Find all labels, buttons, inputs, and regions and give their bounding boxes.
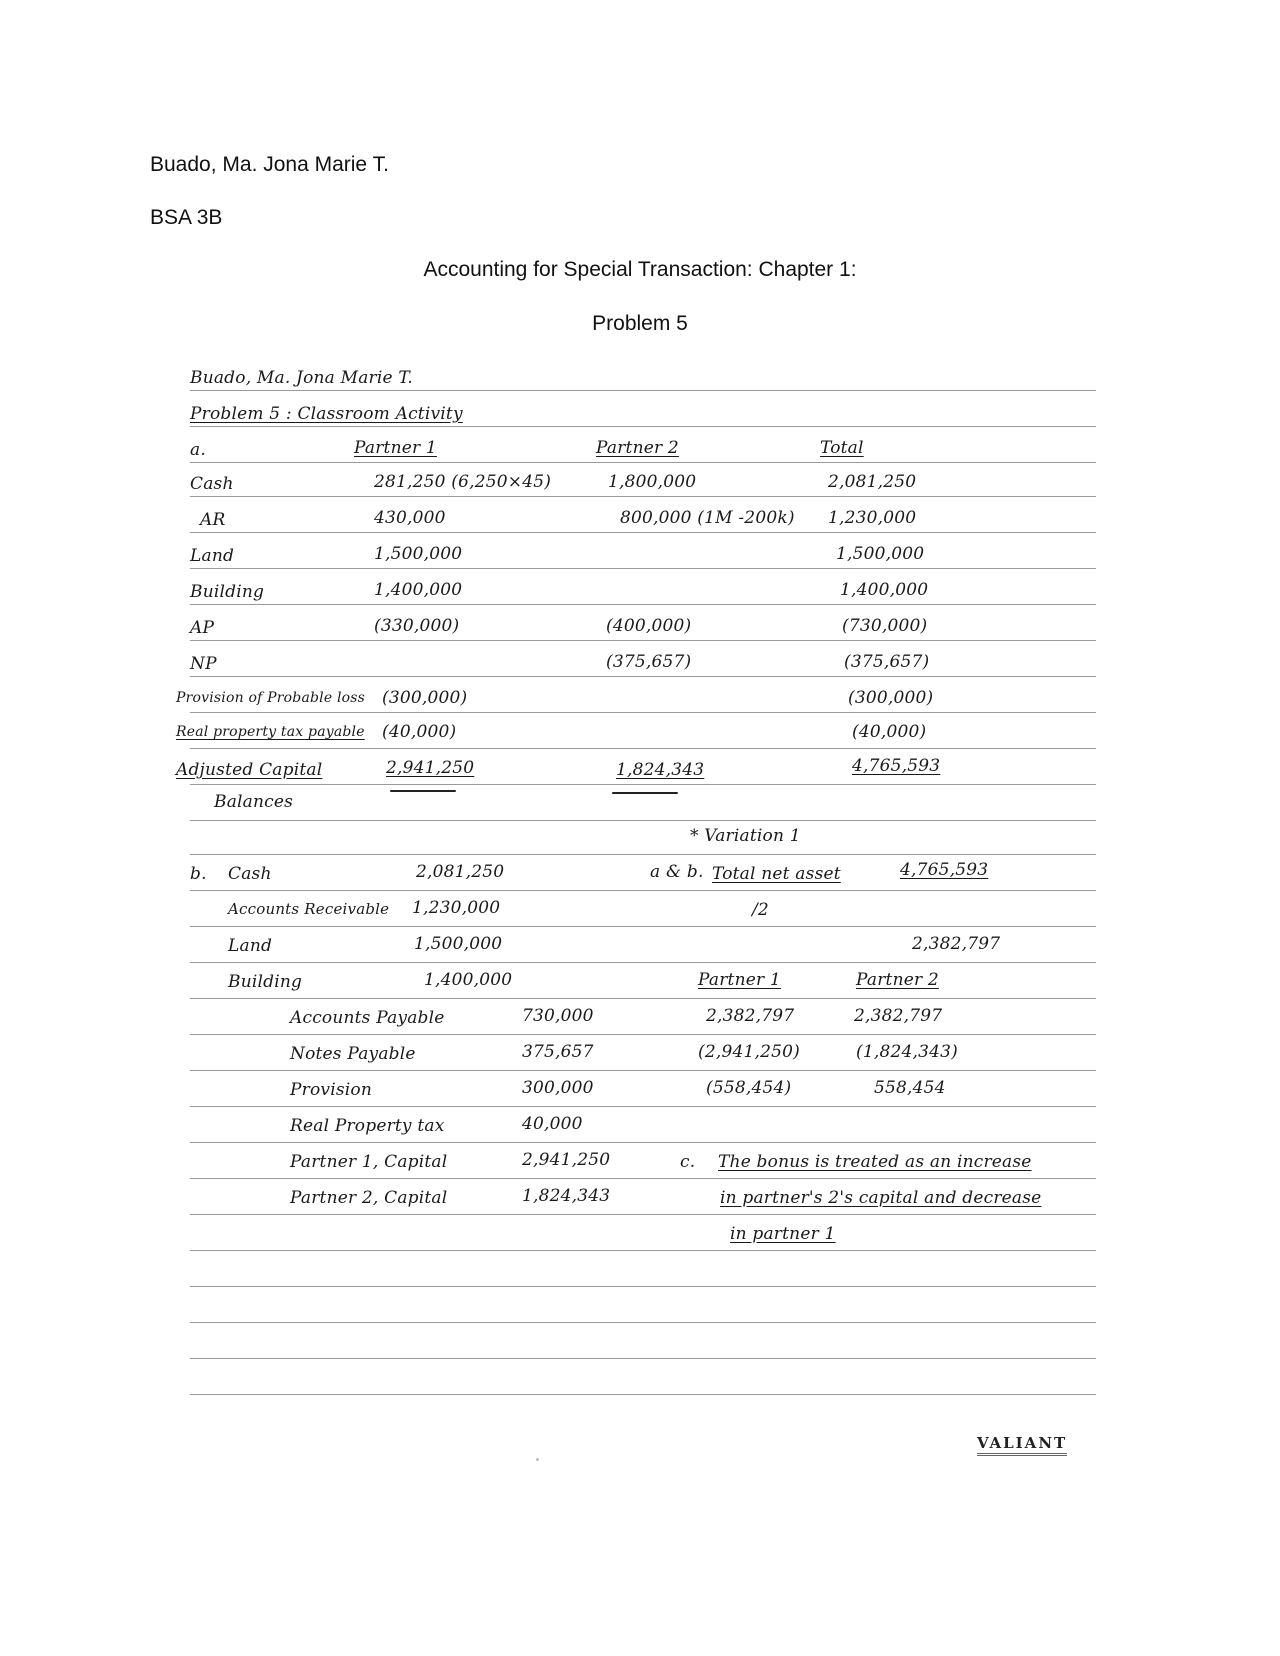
ruled-line [190, 962, 1096, 963]
entry-credit-amount: 375,657 [522, 1042, 594, 1062]
section-label: BSA 3B [150, 206, 223, 229]
valiant-logo: VALIANT [977, 1434, 1067, 1456]
row-label: Adjusted Capital [176, 760, 323, 780]
ruled-line [190, 604, 1096, 605]
row-total: (300,000) [848, 688, 934, 708]
entry-debit-label: Building [228, 972, 303, 992]
variation-label: a & b. [650, 862, 704, 882]
entry-credit-label: Partner 2, Capital [290, 1188, 448, 1208]
ruled-line [190, 1034, 1096, 1035]
col-partner-2: Partner 2 [596, 438, 679, 458]
row-partner-1: 2,941,250 [386, 758, 475, 778]
ruled-line [190, 854, 1096, 855]
variation-divisor: /2 [752, 900, 769, 920]
row-partner-1: (40,000) [382, 722, 457, 742]
part-c-line: in partner's 2's capital and decrease [720, 1188, 1042, 1208]
part-b-label: b. [190, 864, 207, 884]
entry-debit-label: Cash [228, 864, 272, 884]
ruled-line [190, 1142, 1096, 1143]
variation-total-value: 4,765,593 [900, 860, 989, 880]
variation-p1-share: 2,382,797 [706, 1006, 795, 1026]
double-underline [390, 790, 456, 792]
part-c-label: c. [680, 1152, 696, 1172]
entry-debit-amount: 1,400,000 [424, 970, 513, 990]
entry-credit-amount: 730,000 [522, 1006, 594, 1026]
ruled-line [190, 640, 1096, 641]
ruled-line [190, 1358, 1096, 1359]
variation-p1-capital: (2,941,250) [698, 1042, 800, 1062]
variation-half-value: 2,382,797 [912, 934, 1001, 954]
entry-credit-amount: 1,824,343 [522, 1186, 611, 1206]
scan-speck [536, 1458, 539, 1461]
row-label: Real property tax payable [176, 724, 365, 740]
document-title: Accounting for Special Transaction: Chapter 1: [423, 258, 857, 281]
ruled-line [190, 1106, 1096, 1107]
row-label: Provision of Probable loss [176, 690, 366, 706]
row-partner-1: 281,250 (6,250×45) [374, 472, 552, 492]
ruled-line [190, 890, 1096, 891]
ruled-line [190, 1178, 1096, 1179]
entry-debit-amount: 2,081,250 [416, 862, 505, 882]
entry-credit-amount: 2,941,250 [522, 1150, 611, 1170]
row-partner-1: (330,000) [374, 616, 460, 636]
row-partner-2: (375,657) [606, 652, 692, 672]
row-partner-2: 800,000 (1M -200k) [620, 508, 795, 528]
entry-debit-label: Accounts Receivable [228, 900, 390, 918]
row-partner-1: (300,000) [382, 688, 468, 708]
entry-credit-amount: 40,000 [522, 1114, 583, 1134]
variation-p2-capital: (1,824,343) [856, 1042, 958, 1062]
variation-col-partner-2: Partner 2 [856, 970, 939, 990]
ruled-line [190, 390, 1096, 391]
row-label: AP [190, 618, 215, 638]
sheet-name-line: Buado, Ma. Jona Marie T. [190, 368, 414, 388]
row-label: Land [190, 546, 235, 566]
row-total: (375,657) [844, 652, 930, 672]
part-c-line: in partner 1 [730, 1224, 836, 1244]
ruled-line [190, 1286, 1096, 1287]
col-partner-1: Partner 1 [354, 438, 437, 458]
row-label: Building [190, 582, 265, 602]
row-label: AR [200, 510, 226, 530]
ruled-line [190, 820, 1096, 821]
entry-credit-label: Accounts Payable [290, 1008, 445, 1028]
row-total: 1,400,000 [840, 580, 929, 600]
row-partner-1: 430,000 [374, 508, 446, 528]
ruled-line [190, 1250, 1096, 1251]
row-label: Cash [190, 474, 234, 494]
ruled-line [190, 748, 1096, 749]
row-partner-1: 1,400,000 [374, 580, 463, 600]
row-total: 4,765,593 [852, 756, 941, 776]
author-name: Buado, Ma. Jona Marie T. [150, 153, 389, 176]
handwritten-sheet [176, 360, 1096, 1450]
entry-credit-amount: 300,000 [522, 1078, 594, 1098]
ruled-line [190, 462, 1096, 463]
variation-p2-share: 2,382,797 [854, 1006, 943, 1026]
variation-p1-bonus: (558,454) [706, 1078, 792, 1098]
part-c-line: The bonus is treated as an increase [718, 1152, 1032, 1172]
entry-debit-label: Land [228, 936, 273, 956]
problem-heading: Problem 5 [592, 312, 688, 335]
row-partner-1: 1,500,000 [374, 544, 463, 564]
ruled-line [190, 1070, 1096, 1071]
part-a-label: a. [190, 440, 206, 460]
variation-p2-bonus: 558,454 [874, 1078, 946, 1098]
ruled-line [190, 568, 1096, 569]
entry-debit-amount: 1,500,000 [414, 934, 503, 954]
ruled-line [190, 784, 1096, 785]
sheet-problem-line: Problem 5 : Classroom Activity [190, 404, 463, 424]
row-partner-2: (400,000) [606, 616, 692, 636]
balances-label: Balances [214, 792, 294, 812]
entry-credit-label: Notes Payable [290, 1044, 416, 1064]
ruled-line [190, 496, 1096, 497]
entry-credit-label: Provision [290, 1080, 372, 1100]
ruled-line [190, 1394, 1096, 1395]
ruled-line [190, 1322, 1096, 1323]
variation-col-partner-1: Partner 1 [698, 970, 781, 990]
ruled-line [190, 712, 1096, 713]
double-underline [612, 792, 678, 794]
ruled-line [190, 998, 1096, 999]
row-partner-2: 1,800,000 [608, 472, 697, 492]
entry-debit-amount: 1,230,000 [412, 898, 501, 918]
variation-total-label: Total net asset [712, 864, 841, 884]
entry-credit-label: Real Property tax [290, 1116, 445, 1136]
ruled-line [190, 1214, 1096, 1215]
ruled-line [190, 676, 1096, 677]
ruled-line [190, 926, 1096, 927]
row-partner-2: 1,824,343 [616, 760, 705, 780]
row-total: 1,230,000 [828, 508, 917, 528]
entry-credit-label: Partner 1, Capital [290, 1152, 448, 1172]
row-total: (730,000) [842, 616, 928, 636]
row-total: 1,500,000 [836, 544, 925, 564]
variation-heading: * Variation 1 [690, 826, 801, 846]
row-total: (40,000) [852, 722, 927, 742]
row-total: 2,081,250 [828, 472, 917, 492]
ruled-line [190, 426, 1096, 427]
row-label: NP [190, 654, 217, 674]
col-total: Total [820, 438, 864, 458]
ruled-line [190, 532, 1096, 533]
